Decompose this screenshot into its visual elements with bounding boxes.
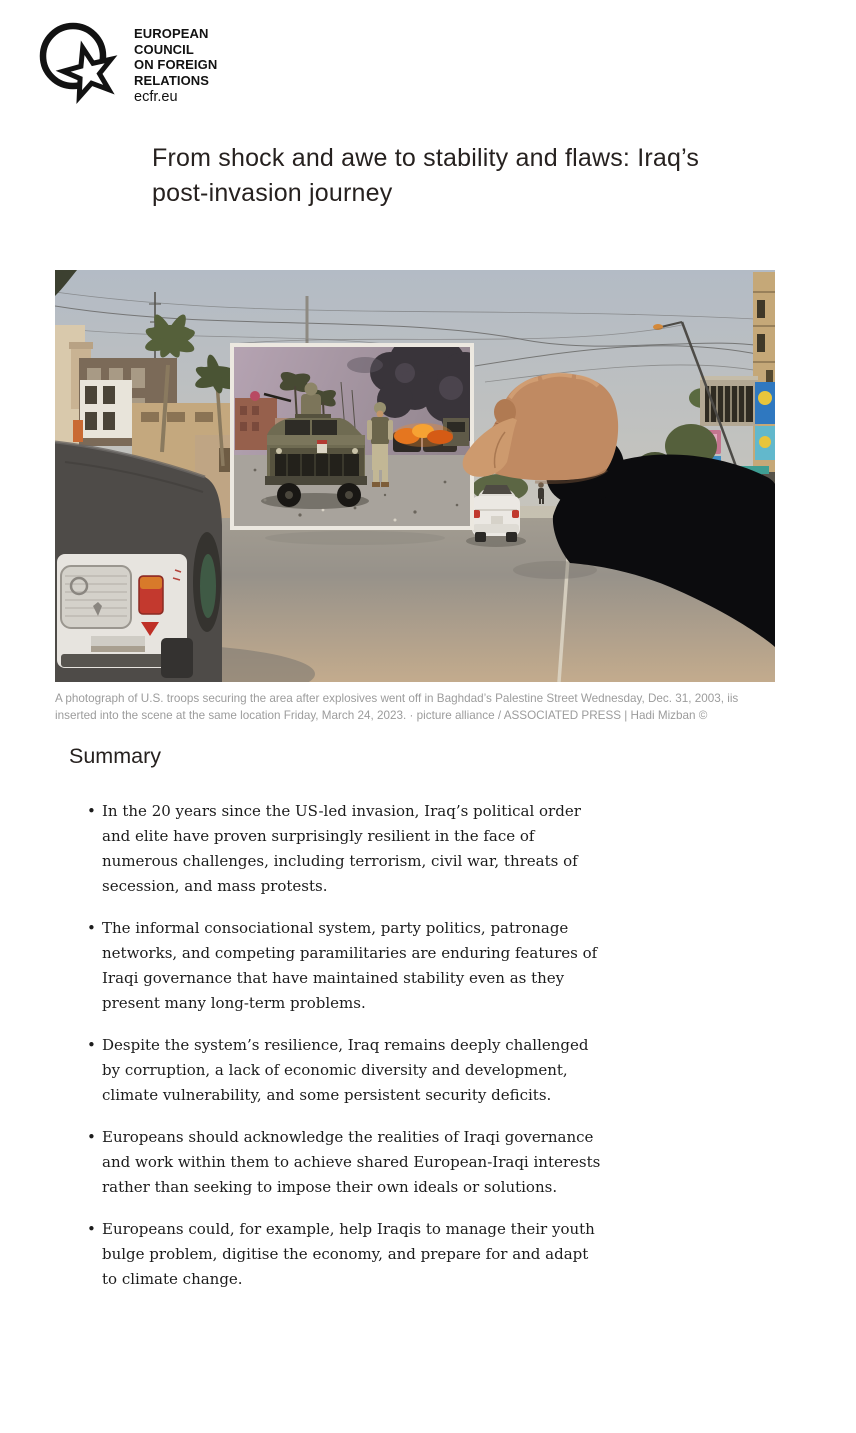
summary-bullet: • The informal consociational system, party politics, patronage networks, and competing paramilitaries are enduring features of Iraqi governance that have maintained stability even as they present many long-term problems. (86, 916, 601, 1016)
summary-bullet: • Europeans could, for example, help Iraqis to manage their youth bulge problem, digitise the economy, and prepare for and adapt to climate change. (86, 1217, 601, 1292)
ecfr-logo[interactable] (33, 13, 217, 106)
tuk-tuk (55, 442, 222, 682)
photo-caption: A photograph of U.S. troops securing the area after explosives went off in Baghdad’s Palestine Street Wednesday, Dec. 31, 2003, iis inserted into the scene at the same location Friday, March 24, 2023. · picture alliance / ASSOCIATED PRESS | Hadi Mizban © (55, 692, 739, 722)
hero-photo-illustration (55, 270, 775, 682)
summary-section (69, 742, 601, 1309)
summary-bullet-list (86, 799, 601, 1292)
hero-figure (55, 270, 775, 724)
ecfr-star-circle-icon (33, 13, 125, 105)
summary-bullet: • Despite the system’s resilience, Iraq remains deeply challenged by corruption, a lack of economic diversity and development, climate vulnerability, and some persistent security deficits. (86, 1033, 601, 1108)
summary-heading: Summary (69, 744, 161, 768)
inserted-photo-2003 (230, 338, 493, 530)
page-title: From shock and awe to stability and flaws: Iraq’s post-invasion journey (152, 144, 700, 207)
logo-url: ecfr.eu (134, 89, 178, 105)
logo-wordmark: EUROPEAN COUNCIL ON FOREIGN RELATIONS (134, 26, 218, 88)
summary-bullet: • In the 20 years since the US-led invasion, Iraq’s political order and elite have proven surprisingly resilient in the face of numerous challenges, including terrorism, civil war, threats of secession, and mass protests. (86, 799, 601, 899)
summary-bullet: • Europeans should acknowledge the realities of Iraqi governance and work within them to achieve shared European-Iraqi interests rather than seeking to impose their own ideals or solutions. (86, 1125, 601, 1200)
